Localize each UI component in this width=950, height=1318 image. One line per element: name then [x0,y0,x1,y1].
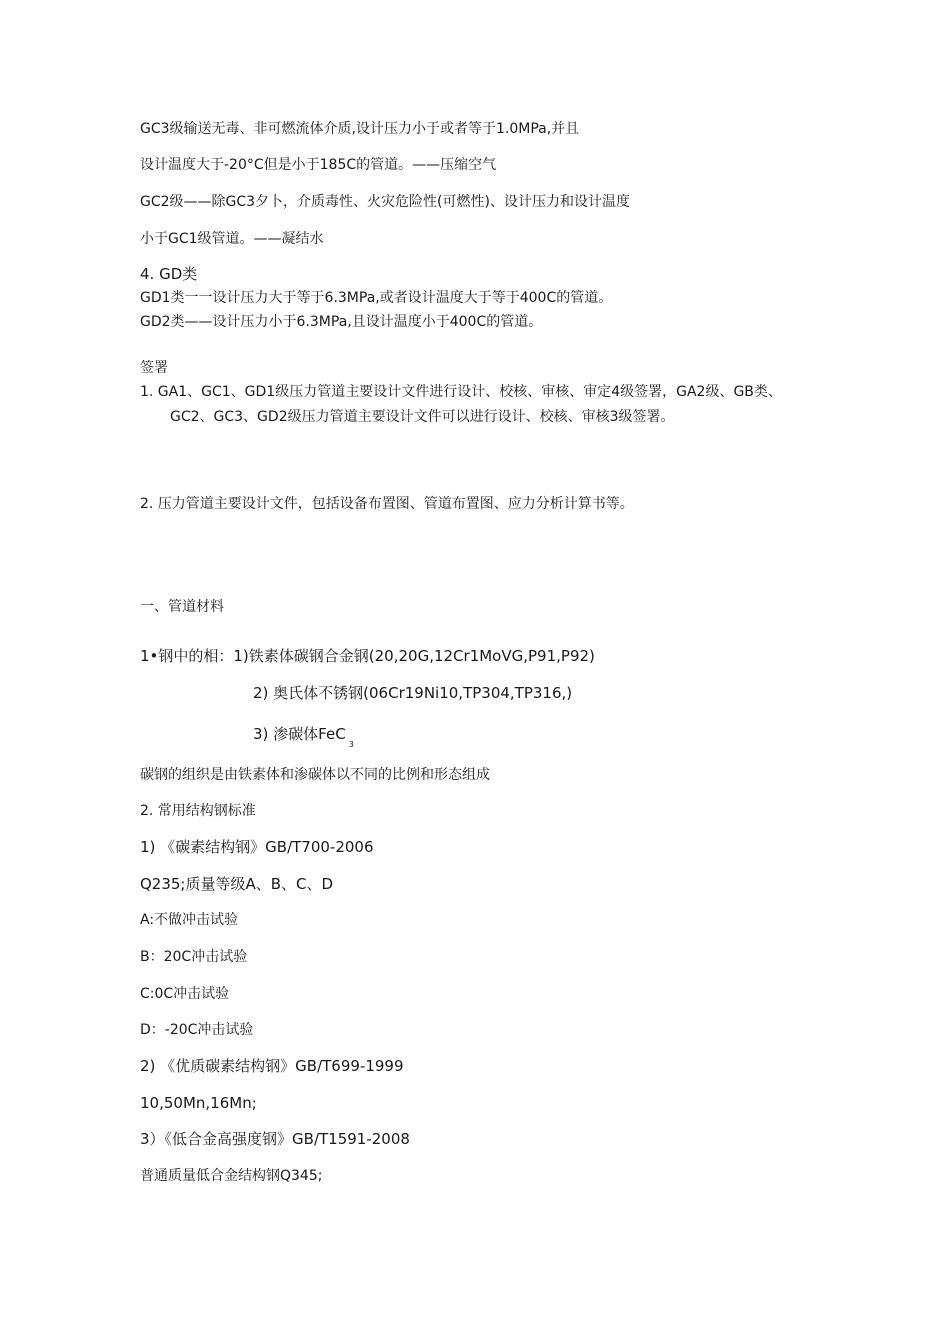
text-line-signature-2: 2. 压力管道主要设计文件，包括设备布置图、管道布置图、应力分析计算书等。 [140,496,634,512]
text-line-signature-1: 1. GA1、GC1、GD1级压力管道主要设计文件进行设计、校核、审核、审定4级签署，GA2级、GB类、 [140,384,782,400]
text-line-gd2: GD2类——设计压力小于6.3MPa,且设计温度小于400C的管道。 [140,314,543,330]
text-line-grade-c: C:0C冲击试验 [140,986,230,1002]
text-line-phase-3 [253,725,354,754]
text-line-gd1: GD1类一一设计压力大于等于6.3MPa,或者设计温度大于等于400C的管道。 [140,290,613,306]
text-line-grade-b: B：20C冲击试验 [140,949,248,965]
text-line-std-2: 2) 《优质碳素结构钢》GB/T699-1999 [140,1057,404,1075]
text-line-signature-1-cont: GC2、GC3、GD2级压力管道主要设计文件可以进行设计、校核、审核3级签署。 [170,409,675,425]
text-line-grade-d: D：-20C冲击试验 [140,1022,254,1038]
heading-pipe-material: 一、管道材料 [140,599,224,615]
text-line-gc3-cont: 设计温度大于-20°C但是小于185C的管道。——压缩空气 [140,157,497,173]
text-line-grade-a: A:不做冲击试验 [140,912,239,928]
text-line-gc2: GC2级——除GC3夕卜，介质毒性、火灾危险性(可燃性)、设计压力和设计温度 [140,194,630,210]
text-line-phase-1: 1•钢中的相：1)铁素体碳钢合金钢(20,20G,12Cr1MoVG,P91,P92) [140,647,595,665]
text-line-q235: Q235;质量等级A、B、C、D [140,875,334,893]
text-phase-3-subscript: 3 [348,740,354,749]
text-line-std-3: 3）《低合金高强度钢》GB/T1591-2008 [140,1130,410,1148]
text-phase-3-main: 3) 渗碳体FeC [253,725,346,743]
text-line-carbon-steel: 碳钢的组织是由铁素体和渗碳体以不同的比例和形态组成 [140,767,490,783]
heading-structural-steel: 2. 常用结构钢标准 [140,803,256,819]
text-line-phase-2: 2) 奥氏体不锈钢(06Cr19Ni10,TP304,TP316,) [253,684,573,702]
heading-signature: 签署 [140,360,168,376]
text-line-gc3: GC3级输送无毒、非可燃流体介质,设计压力小于或者等于1.0MPa,并且 [140,121,580,137]
text-line-grades-2: 10,50Mn,16Mn; [140,1094,257,1112]
text-line-q345: 普通质量低合金结构钢Q345; [140,1168,323,1184]
text-line-gc2-cont: 小于GC1级管道。——凝结水 [140,231,324,247]
text-line-std-1: 1) 《碳素结构钢》GB/T700-2006 [140,838,374,856]
heading-gd: 4. GD类 [140,265,198,283]
